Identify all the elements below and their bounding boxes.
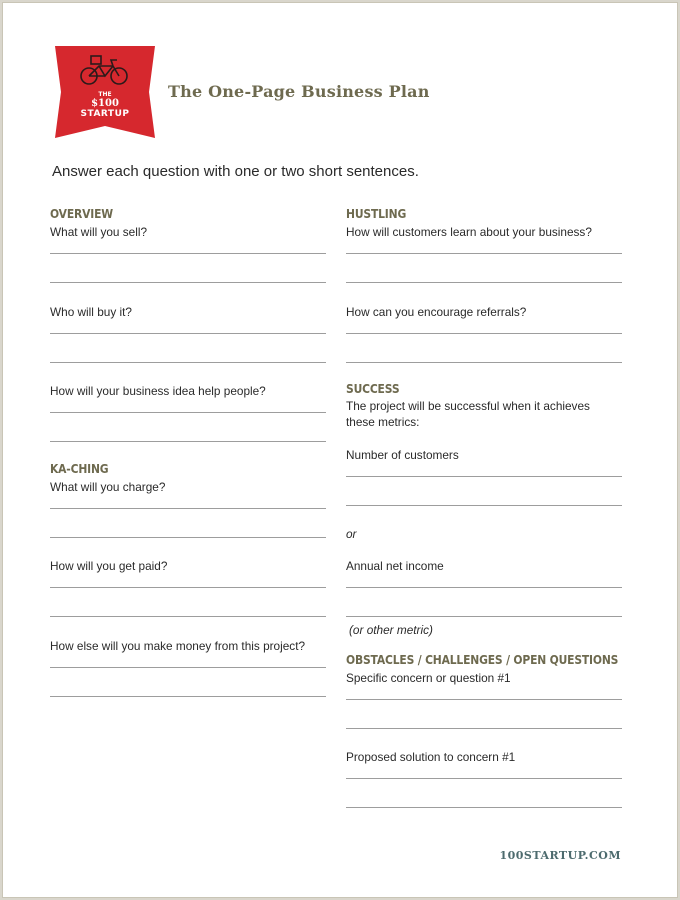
answer-line[interactable]: [346, 476, 622, 477]
answer-line[interactable]: [346, 778, 622, 779]
answer-line[interactable]: [50, 333, 326, 334]
instructions-text: Answer each question with one or two short sentences.: [52, 163, 419, 180]
answer-line[interactable]: [50, 667, 326, 668]
logo-100-text: $100: [91, 98, 119, 109]
question-referrals: How can you encourage referrals?: [346, 305, 527, 319]
answer-line[interactable]: [50, 616, 326, 617]
answer-line[interactable]: [50, 362, 326, 363]
answer-line[interactable]: [50, 508, 326, 509]
business-plan-page: [2, 2, 678, 898]
answer-line[interactable]: [50, 253, 326, 254]
answer-line[interactable]: [346, 807, 622, 808]
question-what-sell: What will you sell?: [50, 225, 148, 239]
answer-line[interactable]: [346, 505, 622, 506]
question-what-charge: What will you charge?: [50, 480, 166, 494]
answer-line[interactable]: [346, 333, 622, 334]
answer-line[interactable]: [346, 587, 622, 588]
other-metric-note: (or other metric): [349, 623, 433, 637]
footer-website-url[interactable]: 100STARTUP.COM: [499, 849, 621, 862]
answer-line[interactable]: [346, 253, 622, 254]
section-heading-hustling: HUSTLING: [346, 206, 407, 221]
answer-line[interactable]: [346, 362, 622, 363]
answer-line[interactable]: [346, 728, 622, 729]
question-customers-learn: How will customers learn about your business?: [346, 225, 592, 239]
question-proposed-solution: Proposed solution to concern #1: [346, 750, 516, 764]
question-get-paid: How will you get paid?: [50, 559, 168, 573]
logo-startup-text: STARTUP: [80, 109, 130, 119]
the-100-startup-logo: [55, 46, 155, 138]
answer-line[interactable]: [346, 282, 622, 283]
question-make-money: How else will you make money from this project?: [50, 639, 306, 653]
document-title: The One-Page Business Plan: [168, 82, 430, 101]
question-help-people: How will your business idea help people?: [50, 384, 266, 398]
answer-line[interactable]: [50, 587, 326, 588]
or-separator: or: [346, 527, 357, 541]
metric-annual-net-income: Annual net income: [346, 559, 444, 573]
section-heading-ka-ching: KA-CHING: [50, 461, 109, 476]
answer-line[interactable]: [50, 282, 326, 283]
answer-line[interactable]: [50, 696, 326, 697]
answer-line[interactable]: [50, 412, 326, 413]
section-heading-success: SUCCESS: [346, 381, 400, 396]
answer-line[interactable]: [346, 616, 622, 617]
metric-number-of-customers: Number of customers: [346, 448, 459, 462]
question-success-metrics: The project will be successful when it achieves these metrics:: [346, 399, 590, 429]
section-heading-obstacles: OBSTACLES / CHALLENGES / OPEN QUESTIONS: [346, 652, 619, 667]
logo-the-text: THE: [98, 91, 112, 98]
question-specific-concern: Specific concern or question #1: [346, 671, 511, 685]
answer-line[interactable]: [50, 537, 326, 538]
question-who-buy: Who will buy it?: [50, 305, 132, 319]
section-heading-overview: OVERVIEW: [50, 206, 113, 221]
answer-line[interactable]: [346, 699, 622, 700]
answer-line[interactable]: [50, 441, 326, 442]
